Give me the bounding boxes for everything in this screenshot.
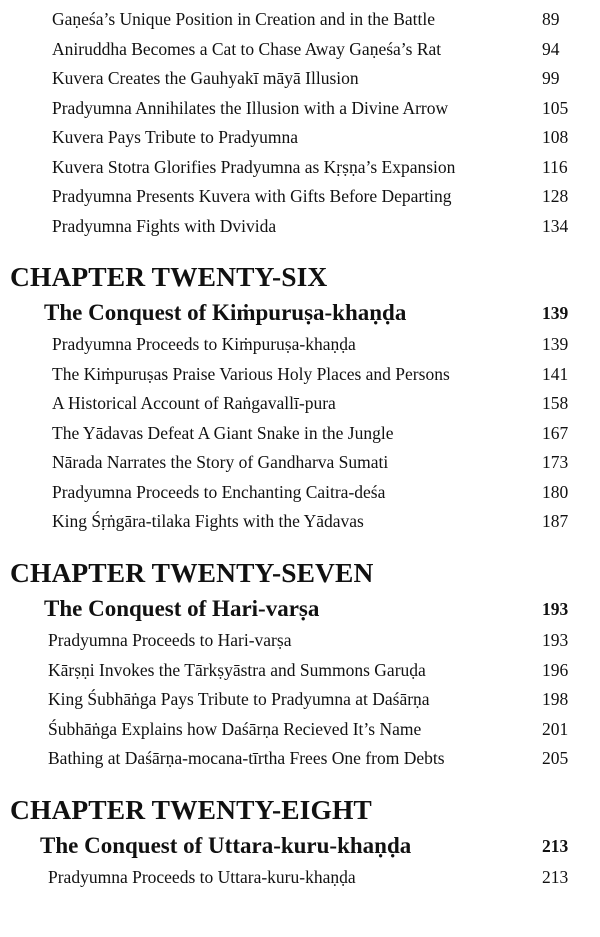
- toc-section[interactable]: [0, 830, 600, 862]
- toc-entry-title: The Yādavas Defeat A Giant Snake in the Jungle: [52, 423, 394, 443]
- toc-entry-title: Pradyumna Presents Kuvera with Gifts Before Departing: [52, 186, 452, 206]
- toc-entry-page: 139: [542, 334, 569, 354]
- toc-entry[interactable]: [0, 6, 600, 32]
- toc-entry[interactable]: [0, 716, 600, 742]
- toc-entry[interactable]: [0, 331, 600, 357]
- toc-entry-page: 158: [542, 393, 569, 413]
- chapter-heading: CHAPTER TWENTY-EIGHT: [10, 794, 372, 825]
- toc-entry-title: Kuvera Stotra Glorifies Pradyumna as Kṛṣṇa’s Expansion: [52, 157, 456, 177]
- toc-entry-page: 201: [542, 719, 569, 739]
- toc-entry[interactable]: [0, 36, 600, 62]
- toc-entry-title: Bathing at Daśārṇa-mocana-tīrtha Frees One from Debts: [48, 748, 445, 768]
- toc-entry-title: Pradyumna Proceeds to Uttara-kuru-khaṇḍa: [48, 867, 356, 887]
- toc-entry-title: Aniruddha Becomes a Cat to Chase Away Gaṇeśa’s Rat: [52, 39, 442, 59]
- toc-entry[interactable]: [0, 154, 600, 180]
- toc-entry-page: 89: [542, 9, 560, 29]
- toc-entry-page: 94: [542, 39, 560, 59]
- toc-entry[interactable]: [0, 65, 600, 91]
- toc-entry-title: Nārada Narrates the Story of Gandharva Sumati: [52, 452, 389, 472]
- toc-entry[interactable]: [0, 449, 600, 475]
- toc-entry-title: King Śṛṅgāra-tilaka Fights with the Yādavas: [52, 511, 364, 531]
- toc-entry-title: A Historical Account of Raṅgavallī-pura: [52, 393, 336, 413]
- toc-section-title: The Conquest of Uttara-kuru-khaṇḍa: [40, 833, 412, 858]
- toc-entry-title: Gaṇeśa’s Unique Position in Creation and in the Battle: [52, 9, 435, 29]
- toc-entry[interactable]: [0, 627, 600, 653]
- toc-entry-title: The Kiṁpuruṣas Praise Various Holy Places and Persons: [52, 364, 450, 384]
- toc-entry-page: 196: [542, 660, 569, 680]
- toc-entry[interactable]: [0, 657, 600, 683]
- toc-entry-title: Pradyumna Proceeds to Kiṁpuruṣa-khaṇḍa: [52, 334, 356, 354]
- toc-section-page: 213: [542, 836, 569, 856]
- toc-entry-page: 141: [542, 364, 569, 384]
- toc-entry-title: Kārṣṇi Invokes the Tārkṣyāstra and Summons Garuḍa: [48, 660, 426, 680]
- toc-entry-page: 105: [542, 98, 569, 118]
- toc-section[interactable]: [0, 297, 600, 329]
- chapter-heading: CHAPTER TWENTY-SIX: [10, 261, 328, 292]
- toc-entry[interactable]: [0, 124, 600, 150]
- toc-entry-page: 134: [542, 216, 569, 236]
- toc-entry[interactable]: [0, 508, 600, 534]
- toc-entry-page: 198: [542, 689, 569, 709]
- toc-entry-title: King Śubhāṅga Pays Tribute to Pradyumna at Daśārṇa: [48, 689, 430, 709]
- toc-entry[interactable]: [0, 686, 600, 712]
- toc-entry[interactable]: [0, 95, 600, 121]
- toc-entry-title: Pradyumna Proceeds to Hari-varṣa: [48, 630, 292, 650]
- toc-entry[interactable]: [0, 390, 600, 416]
- toc-entry-title: Pradyumna Fights with Dvivida: [52, 216, 277, 236]
- toc-entry[interactable]: [0, 361, 600, 387]
- toc-section-page: 139: [542, 303, 569, 323]
- toc-entry[interactable]: [0, 864, 600, 890]
- chapter-heading: CHAPTER TWENTY-SEVEN: [10, 557, 374, 588]
- toc-section-title: The Conquest of Kiṁpuruṣa-khaṇḍa: [44, 300, 407, 325]
- toc-entry-page: 193: [542, 630, 569, 650]
- toc-entry[interactable]: [0, 479, 600, 505]
- toc-entry[interactable]: [0, 213, 600, 239]
- toc-entry-title: Kuvera Creates the Gauhyakī māyā Illusion: [52, 68, 359, 88]
- toc-section-page: 193: [542, 599, 569, 619]
- toc-entry-page: 180: [542, 482, 569, 502]
- toc-section[interactable]: [0, 593, 600, 625]
- toc-entry-page: 205: [542, 748, 569, 768]
- toc-entry-page: 108: [542, 127, 569, 147]
- toc-entry[interactable]: [0, 183, 600, 209]
- toc-entry-page: 116: [542, 157, 568, 177]
- toc-entry-page: 128: [542, 186, 569, 206]
- toc-entry-title: Śubhāṅga Explains how Daśārṇa Recieved It’s Name: [48, 719, 422, 739]
- toc-entry[interactable]: [0, 745, 600, 771]
- toc-entry-page: 173: [542, 452, 569, 472]
- toc-entry-title: Kuvera Pays Tribute to Pradyumna: [52, 127, 298, 147]
- toc-entry-page: 167: [542, 423, 569, 443]
- toc-entry[interactable]: [0, 420, 600, 446]
- toc-entry-title: Pradyumna Annihilates the Illusion with a Divine Arrow: [52, 98, 449, 118]
- toc-section-title: The Conquest of Hari-varṣa: [44, 596, 320, 621]
- toc-entry-page: 213: [542, 867, 569, 887]
- toc-entry-page: 187: [542, 511, 569, 531]
- toc-entry-page: 99: [542, 68, 560, 88]
- toc-entry-title: Pradyumna Proceeds to Enchanting Caitra-deśa: [52, 482, 386, 502]
